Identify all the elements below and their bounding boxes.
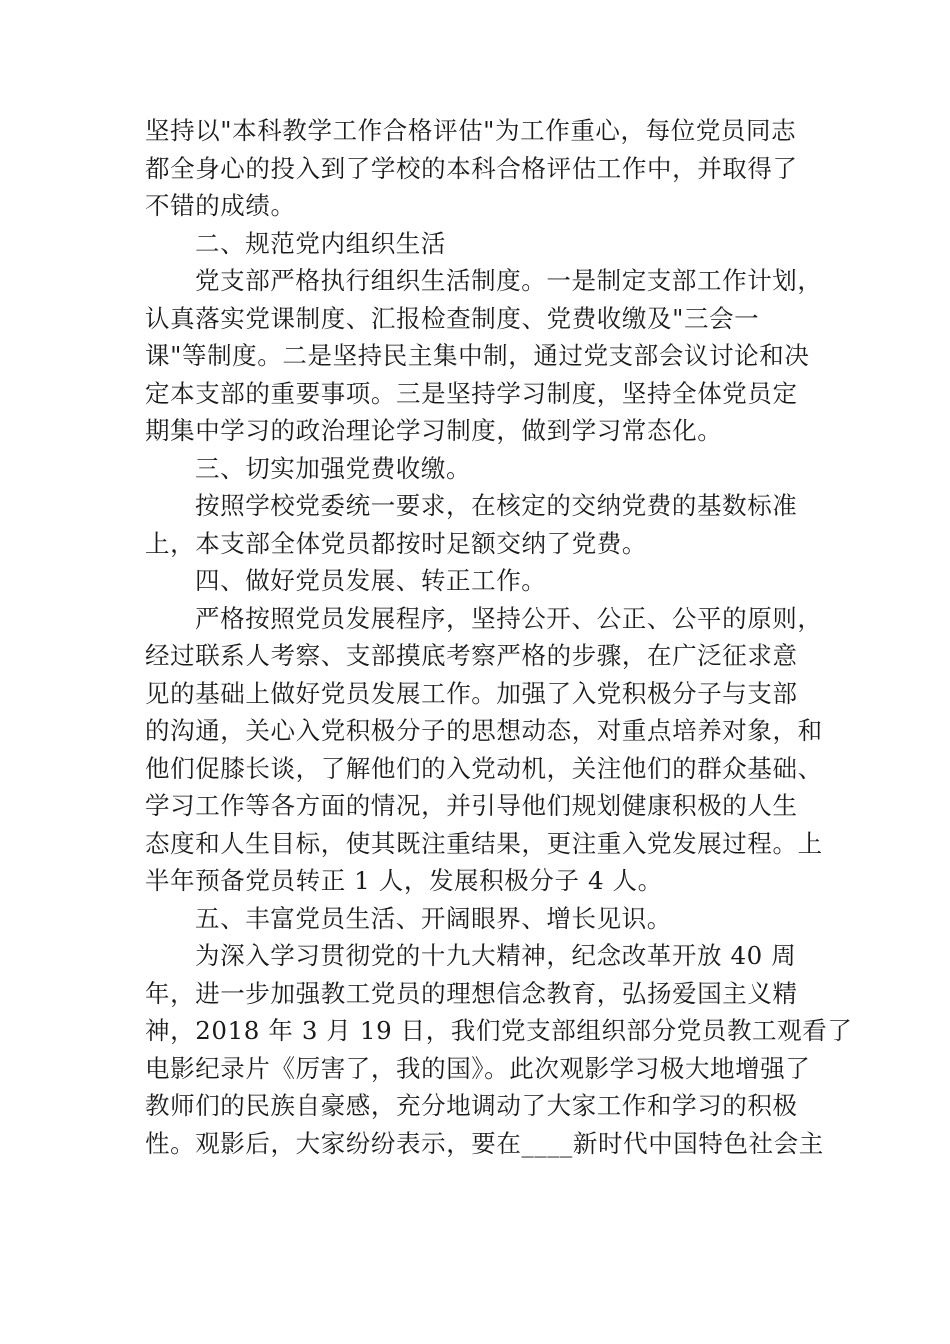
text-line: 学习工作等各方面的情况，并引导他们规划健康积极的人生	[145, 791, 798, 820]
text-line: 经过联系人考察、支部摸底考察严格的步骤，在广泛征求意	[145, 641, 798, 670]
paragraph-member-development	[145, 600, 823, 900]
paragraph-movie-study	[145, 937, 853, 1162]
text-line: 课"等制度。二是坚持民主集中制，通过党支部会议讨论和决	[145, 341, 810, 370]
text-line: 的沟通，关心入党积极分子的思想动态，对重点培养对象，和	[145, 716, 823, 745]
section-heading-3	[145, 450, 807, 488]
text-line: 期集中学习的政治理论学习制度，做到学习常态化。	[145, 416, 723, 445]
section-heading-5	[145, 900, 807, 938]
text-line: 半年预备党员转正 1 人，发展积极分子 4 人。	[145, 866, 663, 895]
heading-text: 三、切实加强党费收缴。	[195, 453, 472, 483]
heading-text: 五、丰富党员生活、开阔眼界、增长见识。	[195, 903, 672, 933]
text-line: 党支部严格执行组织生活制度。一是制定支部工作计划，	[195, 266, 823, 295]
text-line: 性。观影后，大家纷纷表示，要在____新时代中国特色社会主	[145, 1128, 824, 1158]
text-line: 见的基础上做好党员发展工作。加强了入党积极分子与支部	[145, 678, 798, 708]
text-line: 都全身心的投入到了学校的本科合格评估工作中，并取得了	[145, 153, 798, 183]
document-page	[145, 112, 853, 1162]
text-line: 为深入学习贯彻党的十九大精神，纪念改革开放 40 周	[195, 941, 797, 970]
section-heading-4	[145, 562, 807, 600]
heading-text: 四、做好党员发展、转正工作。	[195, 566, 547, 595]
text-line: 电影纪录片《厉害了，我的国》。此次观影学习极大地增强了	[145, 1053, 811, 1083]
text-line: 不错的成绩。	[145, 191, 296, 220]
text-line: 教师们的民族自豪感，充分地调动了大家工作和学习的积极	[145, 1091, 798, 1120]
heading-text: 二、规范党内组织生活	[195, 228, 446, 258]
paragraph-1	[145, 112, 807, 225]
text-line: 年，进一步加强教工党员的理想信念教育，弘扬爱国主义精	[145, 978, 798, 1008]
text-line: 上，本支部全体党员都按时足额交纳了党费。	[145, 528, 647, 558]
text-line: 神，2018 年 3 月 19 日，我们党支部组织部分党员教工观看了	[145, 1016, 853, 1045]
text-line: 认真落实党课制度、汇报检查制度、党费收缴及"三会一	[145, 303, 760, 333]
paragraph-party-dues	[145, 487, 807, 562]
text-line: 严格按照党员发展程序，坚持公开、公正、公平的原则，	[195, 603, 823, 633]
text-line: 他们促膝长谈，了解他们的入党动机，关注他们的群众基础、	[145, 753, 823, 783]
text-line: 坚持以"本科教学工作合格评估"为工作重心，每位党员同志	[145, 116, 797, 145]
text-line: 定本支部的重要事项。三是坚持学习制度，坚持全体党员定	[145, 378, 798, 408]
paragraph-organization-life	[145, 262, 823, 450]
text-line: 态度和人生目标，使其既注重结果，更注重入党发展过程。上	[145, 828, 823, 858]
text-line: 按照学校党委统一要求，在核定的交纳党费的基数标准	[195, 491, 798, 520]
section-heading-2	[145, 225, 807, 263]
